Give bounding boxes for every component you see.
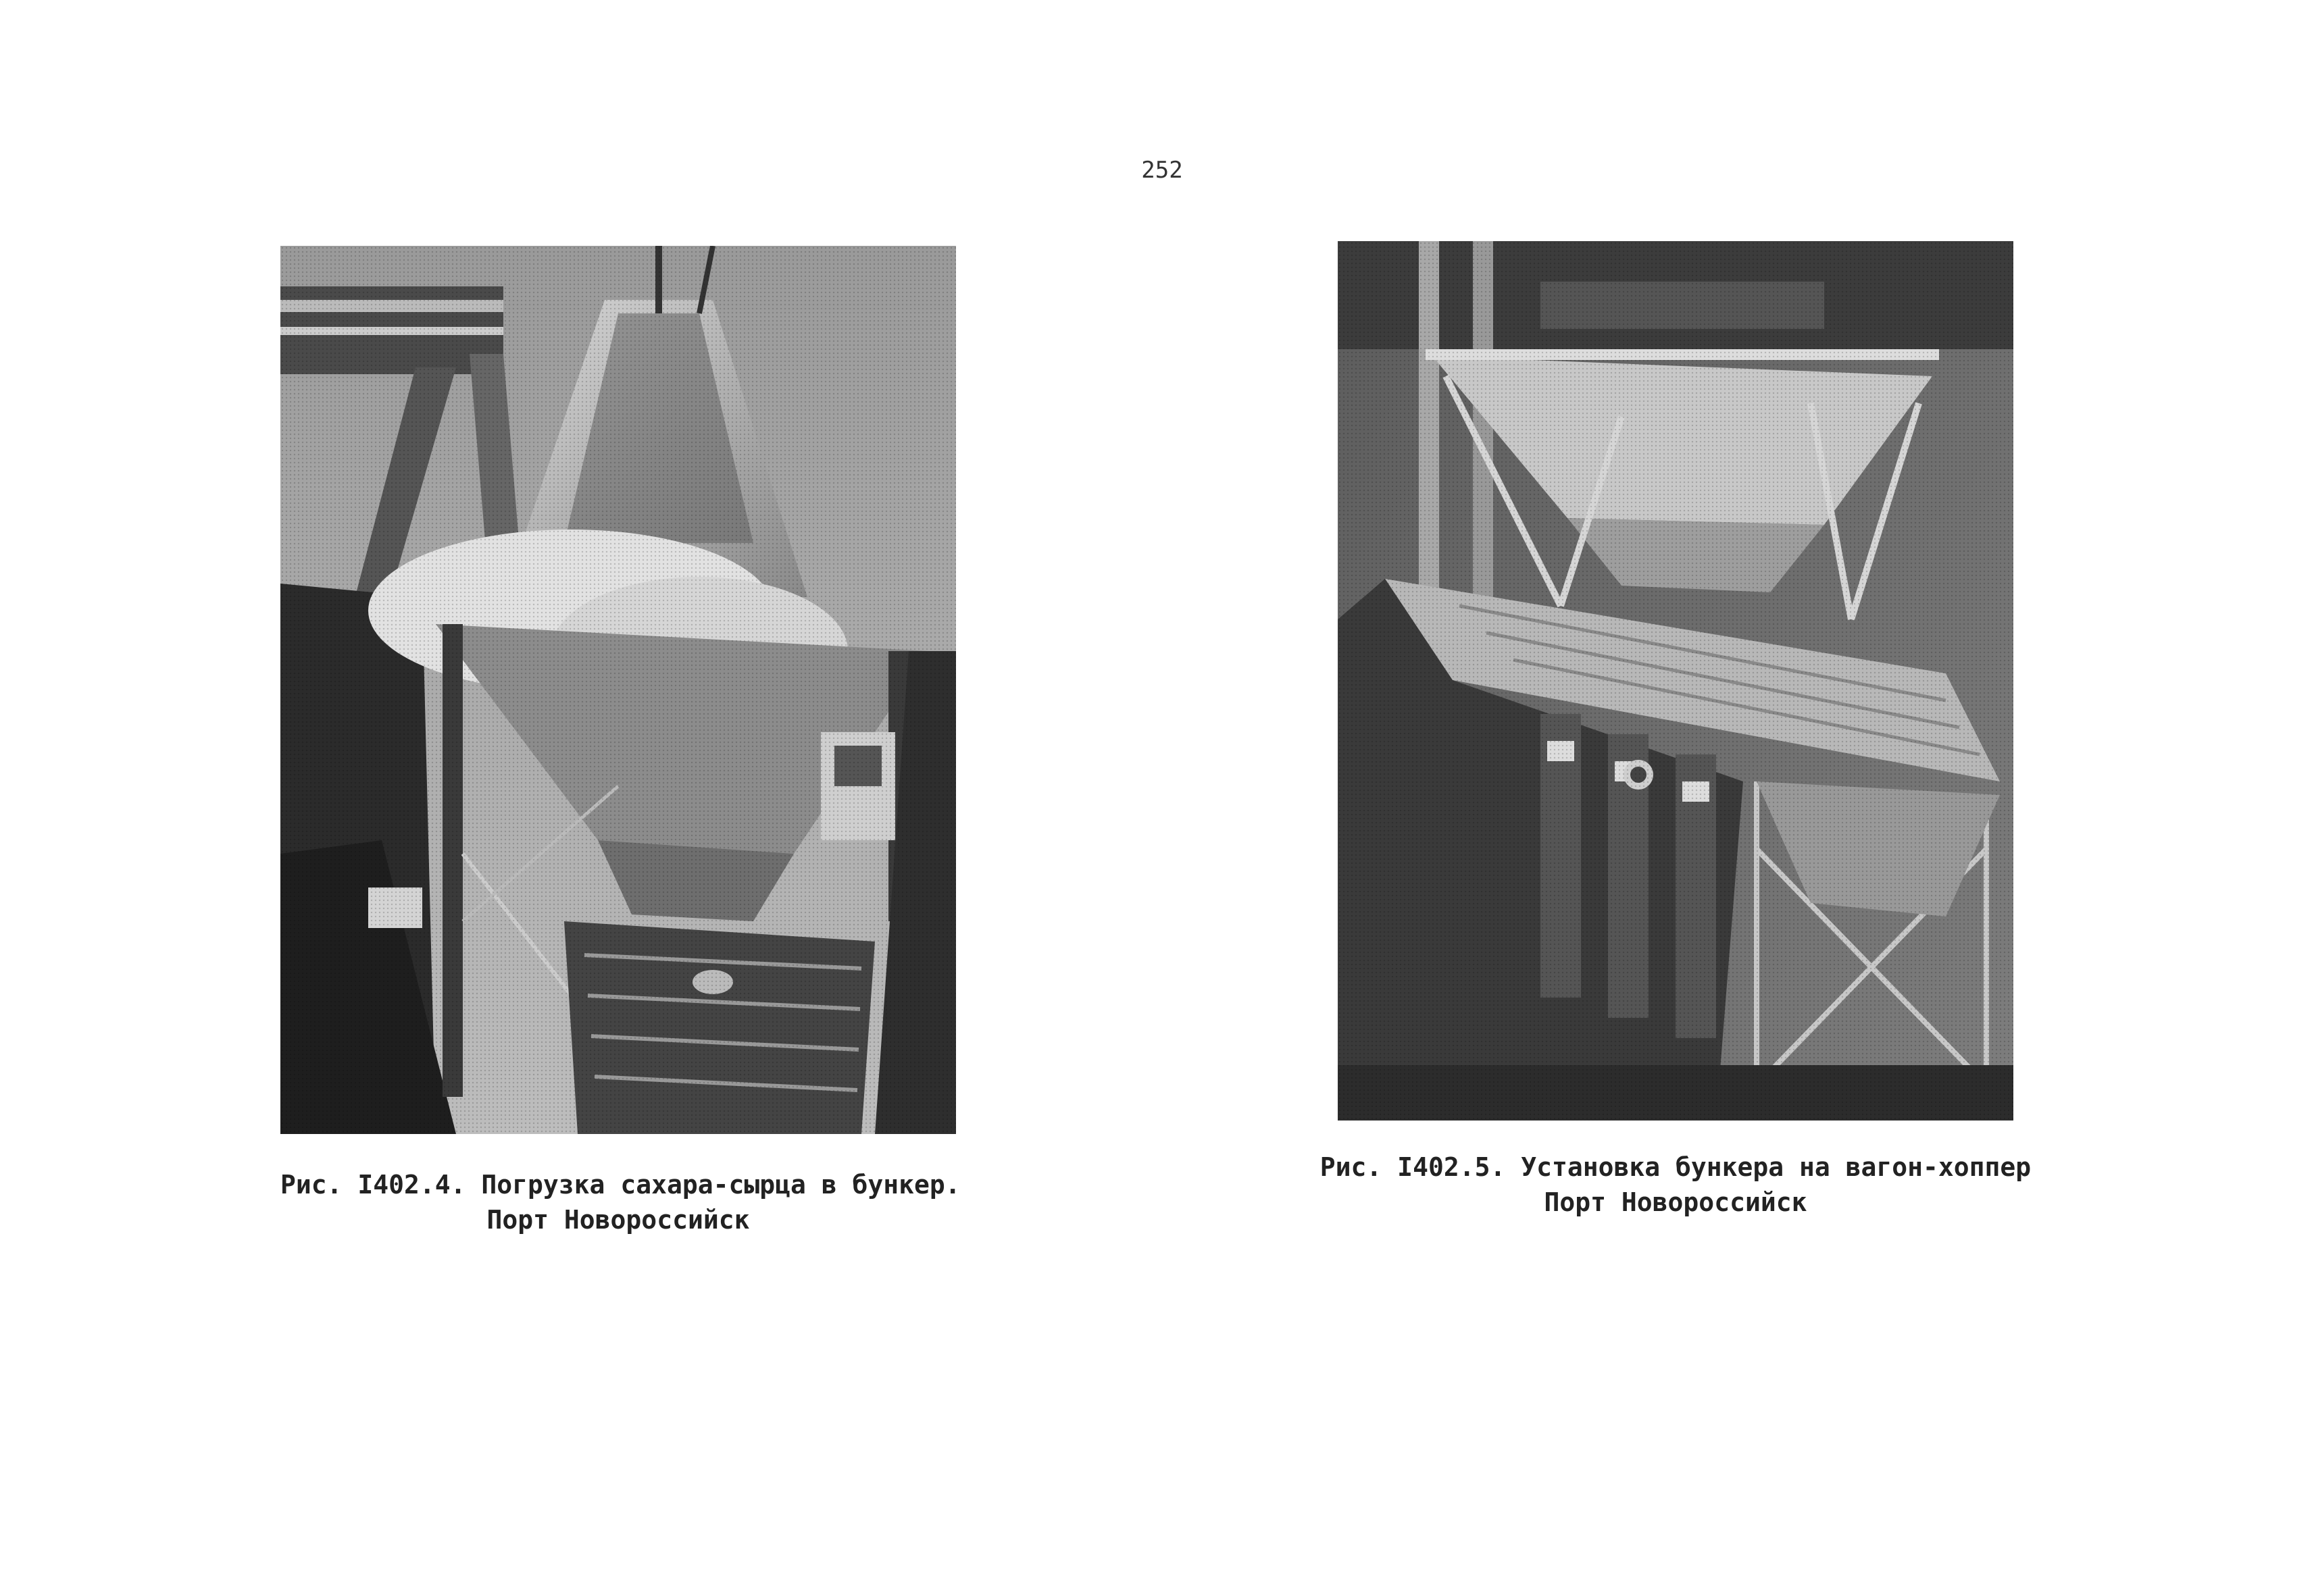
page-number: 252	[1141, 157, 1183, 184]
figure-caption-right-line1: Рис. I402.5. Установка бункера на вагон-хоппер	[1319, 1152, 2032, 1182]
photo-sugar-loading-image	[280, 246, 956, 1134]
photo-hopper-on-wagon	[1338, 241, 2013, 1121]
figure-caption-left-line1: Рис. I402.4. Погрузка сахара-сырца в бункер.	[280, 1170, 961, 1200]
figure-caption-left-line2: Порт Новороссийск	[486, 1205, 750, 1235]
figure-caption-right-line2: Порт Новороссийск	[1544, 1187, 1807, 1217]
photo-hopper-on-wagon-image	[1338, 241, 2013, 1121]
photo-sugar-loading	[280, 246, 956, 1134]
figure-caption-left	[280, 1167, 961, 1237]
figure-caption-right	[1297, 1150, 2054, 1220]
